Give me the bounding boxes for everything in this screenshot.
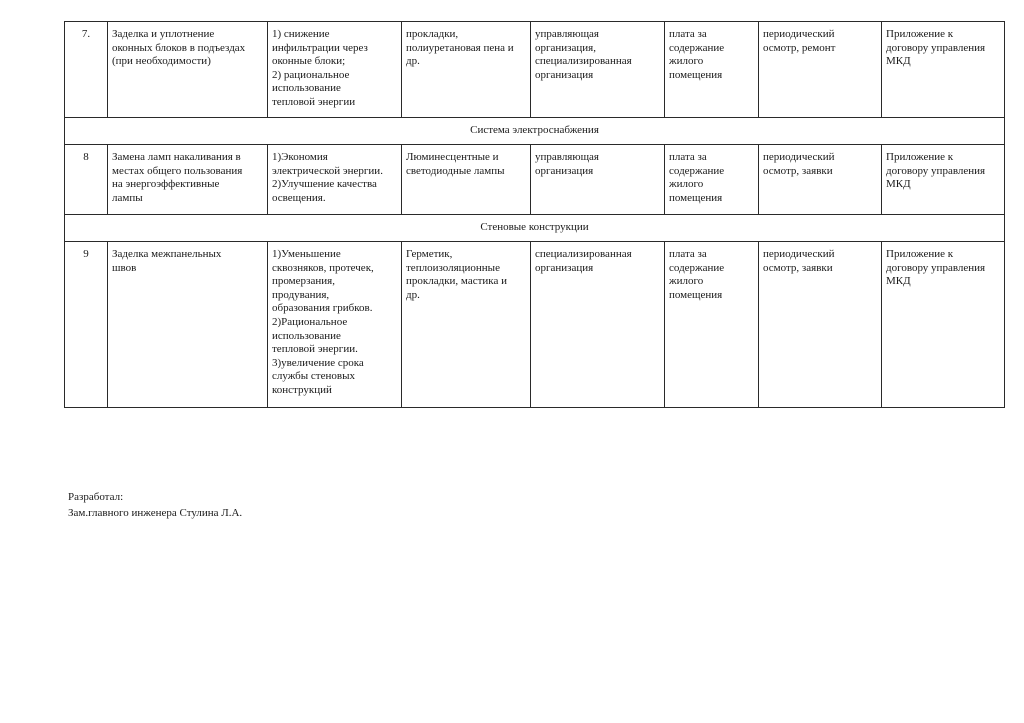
materials: прокладки, полиуретановая пена и др. bbox=[402, 22, 531, 118]
funding-source: плата за содержание жилого помещения bbox=[665, 22, 759, 118]
section-title-walls: Стеновые конструкции bbox=[65, 215, 1005, 242]
expected-effect: 1)Уменьшение сквозняков, протечек, промерзания, продувания, образования грибков. 2)Рациональное использование тепловой энергии. 3)увеличение срока службы стеновых конструкций bbox=[268, 242, 402, 408]
executor: управляющая организация bbox=[531, 145, 665, 215]
signature-block bbox=[68, 489, 242, 521]
frequency: периодический осмотр, заявки bbox=[759, 242, 882, 408]
table-row bbox=[65, 242, 1005, 408]
work-description: Заделка межпанельных швов bbox=[108, 242, 268, 408]
document-reference: Приложение к договору управления МКД bbox=[882, 242, 1005, 408]
frequency: периодический осмотр, ремонт bbox=[759, 22, 882, 118]
executor: управляющая организация, специализированная организация bbox=[531, 22, 665, 118]
document-reference: Приложение к договору управления МКД bbox=[882, 145, 1005, 215]
work-description: Замена ламп накаливания в местах общего пользования на энергоэффективные лампы bbox=[108, 145, 268, 215]
materials: Люминесцентные и светодиодные лампы bbox=[402, 145, 531, 215]
funding-source: плата за содержание жилого помещения bbox=[665, 145, 759, 215]
document-reference: Приложение к договору управления МКД bbox=[882, 22, 1005, 118]
frequency: периодический осмотр, заявки bbox=[759, 145, 882, 215]
row-number: 8 bbox=[65, 145, 108, 215]
table-row bbox=[65, 145, 1005, 215]
expected-effect: 1)Экономия электрической энергии. 2)Улучшение качества освещения. bbox=[268, 145, 402, 215]
section-title-electric: Система электроснабжения bbox=[65, 118, 1005, 145]
row-number: 9 bbox=[65, 242, 108, 408]
table-row bbox=[65, 22, 1005, 118]
expected-effect: 1) снижение инфильтрации через оконные блоки; 2) рациональное использование тепловой энергии bbox=[268, 22, 402, 118]
section-row bbox=[65, 215, 1005, 242]
work-description: Заделка и уплотнение оконных блоков в подъездах (при необходимости) bbox=[108, 22, 268, 118]
materials: Герметик, теплоизоляционные прокладки, мастика и др. bbox=[402, 242, 531, 408]
row-number: 7. bbox=[65, 22, 108, 118]
funding-source: плата за содержание жилого помещения bbox=[665, 242, 759, 408]
measures-table bbox=[64, 21, 1005, 408]
executor: специализированная организация bbox=[531, 242, 665, 408]
section-row bbox=[65, 118, 1005, 145]
developed-by-label: Разработал: bbox=[68, 491, 124, 503]
author-line: Зам.главного инженера Стулина Л.А. bbox=[68, 507, 243, 519]
